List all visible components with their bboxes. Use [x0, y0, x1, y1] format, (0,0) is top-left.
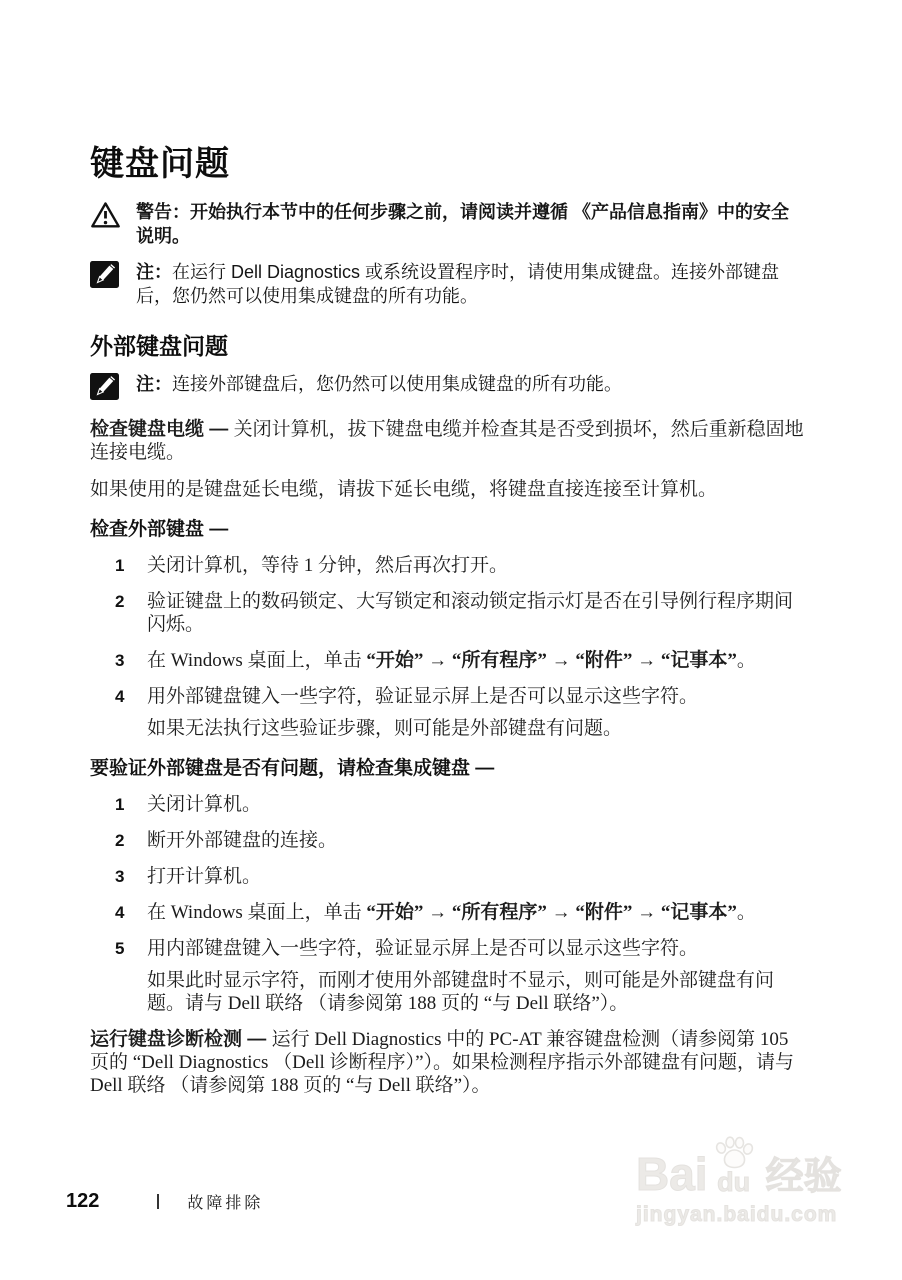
item-text: 验证键盘上的数码锁定、大写锁定和滚动锁定指示灯是否在引导例行程序期间闪烁。	[147, 591, 794, 635]
item-text: 用内部键盘键入一些字符，验证显示屏上是否可以显示这些字符。	[147, 938, 699, 959]
check-external-keyboard-heading: 检查外部键盘 —	[90, 519, 229, 540]
watermark-du: du	[717, 1167, 751, 1197]
item-body	[147, 829, 806, 852]
list-item	[90, 649, 806, 672]
item-note: 如果此时显示字符，而刚才使用外部键盘时不显示，则可能是外部键盘有问题。请与 Dell 联络 （请参阅第 188 页的 “与 Dell 联络”）。	[147, 970, 775, 1014]
warning-text: 警告：开始执行本节中的任何步骤之前，请阅读并遵循 《产品信息指南》中的安全说明。	[136, 202, 789, 246]
section-heading: 外部键盘问题	[90, 333, 228, 359]
item-body	[147, 649, 806, 672]
warning-triangle-icon	[90, 200, 136, 248]
list-item	[90, 937, 806, 1015]
item-text: 用外部键盘键入一些字符，验证显示屏上是否可以显示这些字符。	[147, 686, 699, 707]
run-diagnostics-paragraph: 运行键盘诊断检测 — 运行 Dell Diagnostics 中的 PC-AT 兼容键盘检测（请参阅第 105 页的 “Dell Diagnostics （Dell 诊断程序）”）。如果检测程序指示外部键盘有问题，请与 Dell 联络 （请参阅第 188 页的 “与 Dell 联络”）。	[90, 1029, 795, 1096]
run-diagnostics-lead: 运行键盘诊断检测 —	[90, 1029, 272, 1050]
page-number: 122	[66, 1190, 100, 1212]
item-number: 2	[115, 592, 125, 611]
watermark-url: jingyan.baidu.com	[636, 1202, 838, 1226]
list-item	[90, 829, 806, 852]
check-cable-lead: 检查键盘电缆 —	[90, 419, 234, 440]
list-item	[90, 590, 806, 636]
watermark-jingyan: 经验	[765, 1155, 842, 1198]
footer-chapter-label: 故障排除	[187, 1195, 264, 1212]
list-item	[90, 901, 806, 924]
item-body	[147, 590, 806, 636]
item-number: 2	[115, 831, 125, 850]
item-text: 断开外部键盘的连接。	[147, 830, 338, 851]
item-note: 如果无法执行这些验证步骤，则可能是外部键盘有问题。	[147, 718, 623, 739]
note-text: 注：连接外部键盘后，您仍然可以使用集成键盘的所有功能。	[136, 374, 622, 394]
item-text: 在 Windows 桌面上，单击 “开始” → “所有程序” → “附件” → “记事本”。	[147, 650, 756, 671]
baidu-logo	[636, 1136, 886, 1201]
check-external-keyboard-steps	[90, 554, 806, 740]
footer-divider	[157, 1194, 159, 1209]
note-admonition	[90, 372, 806, 405]
document-page	[90, 144, 806, 1111]
extension-cable-paragraph: 如果使用的是键盘延长电缆，请拔下延长电缆，将键盘直接连接至计算机。	[90, 479, 718, 500]
note-label: 注：	[136, 262, 172, 282]
item-text: 关闭计算机。	[147, 794, 262, 815]
warning-label: 警告：	[136, 202, 190, 222]
item-body	[147, 901, 806, 924]
item-text: 关闭计算机，等待 1 分钟，然后再次打开。	[147, 555, 509, 576]
note-label: 注：	[136, 374, 172, 394]
page-title: 键盘问题	[90, 145, 230, 183]
item-number: 4	[115, 903, 125, 922]
page-footer	[66, 1190, 263, 1213]
list-item	[90, 685, 806, 740]
item-text: 打开计算机。	[147, 866, 262, 887]
verify-integrated-heading: 要验证外部键盘是否有问题，请检查集成键盘 —	[90, 758, 495, 779]
item-number: 1	[115, 556, 125, 575]
check-integrated-keyboard-steps	[90, 793, 806, 1015]
item-body	[147, 937, 806, 1015]
list-item	[90, 793, 806, 816]
note-pencil-icon	[90, 260, 136, 308]
item-body	[147, 865, 806, 888]
item-body	[147, 554, 806, 577]
item-number: 3	[115, 651, 125, 670]
item-number: 3	[115, 867, 125, 886]
baidu-jingyan-watermark	[636, 1136, 886, 1227]
check-cable-paragraph: 检查键盘电缆 — 关闭计算机，拔下键盘电缆并检查其是否受到损坏，然后重新稳固地连接电缆。	[90, 419, 804, 463]
item-number: 5	[115, 939, 125, 958]
item-body	[147, 793, 806, 816]
item-text: 在 Windows 桌面上，单击 “开始” → “所有程序” → “附件” → “记事本”。	[147, 902, 756, 923]
note-pencil-icon	[90, 372, 136, 405]
list-item	[90, 554, 806, 577]
note-text: 注：在运行 Dell Diagnostics 或系统设置程序时，请使用集成键盘。连接外部键盘后，您仍然可以使用集成键盘的所有功能。	[136, 262, 780, 306]
item-body	[147, 685, 806, 740]
watermark-bai: Bai	[636, 1148, 708, 1201]
item-number: 4	[115, 687, 125, 706]
item-number: 1	[115, 795, 125, 814]
note-admonition	[90, 260, 806, 308]
warning-admonition	[90, 200, 806, 248]
paw-icon	[711, 1136, 757, 1170]
list-item	[90, 865, 806, 888]
